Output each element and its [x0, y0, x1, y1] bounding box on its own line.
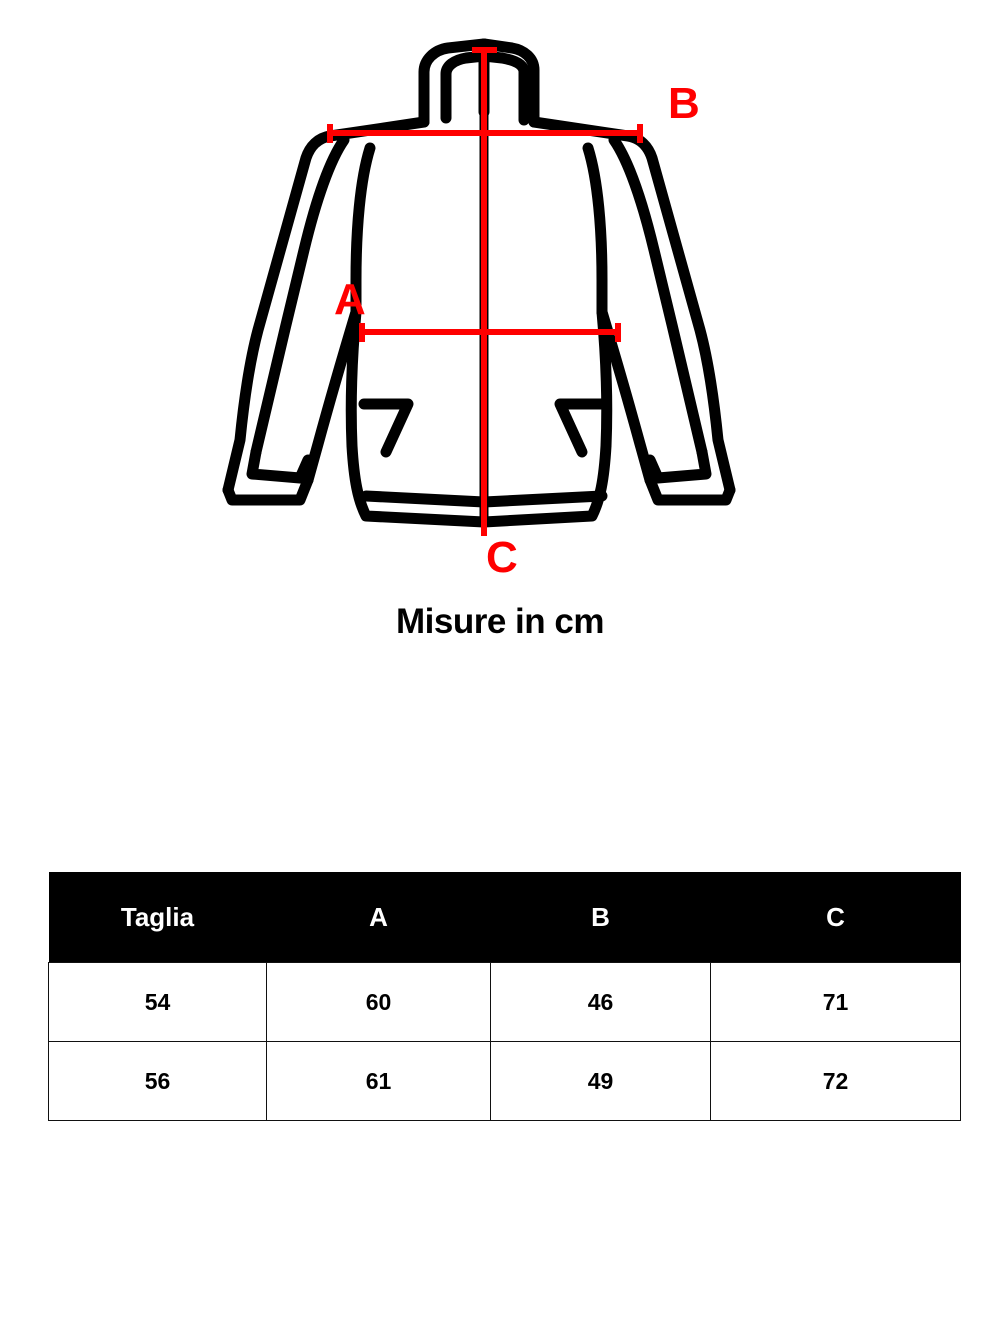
- cell-size: 54: [49, 963, 267, 1042]
- measurement-unit-caption: Misure in cm: [396, 602, 604, 641]
- label-a: A: [334, 275, 366, 324]
- header-b: B: [491, 872, 711, 963]
- jacket-diagram: [0, 0, 1000, 600]
- cell-c: 72: [711, 1042, 961, 1121]
- header-c: C: [711, 872, 961, 963]
- cell-a: 61: [267, 1042, 491, 1121]
- table-row: [49, 963, 961, 1042]
- size-table-head: [49, 872, 961, 963]
- cell-b: 49: [491, 1042, 711, 1121]
- jacket-outline-icon: [228, 44, 730, 522]
- size-table-container: [48, 872, 952, 1121]
- cell-size: 56: [49, 1042, 267, 1121]
- size-table-body: [49, 963, 961, 1121]
- size-table: [48, 872, 961, 1121]
- cell-a: 60: [267, 963, 491, 1042]
- table-header-row: [49, 872, 961, 963]
- measurement-lines: [330, 50, 640, 536]
- cell-c: 71: [711, 963, 961, 1042]
- header-a: A: [267, 872, 491, 963]
- table-row: [49, 1042, 961, 1121]
- label-c: C: [486, 533, 518, 582]
- cell-b: 46: [491, 963, 711, 1042]
- label-b: B: [668, 79, 700, 128]
- header-taglia: Taglia: [49, 872, 267, 963]
